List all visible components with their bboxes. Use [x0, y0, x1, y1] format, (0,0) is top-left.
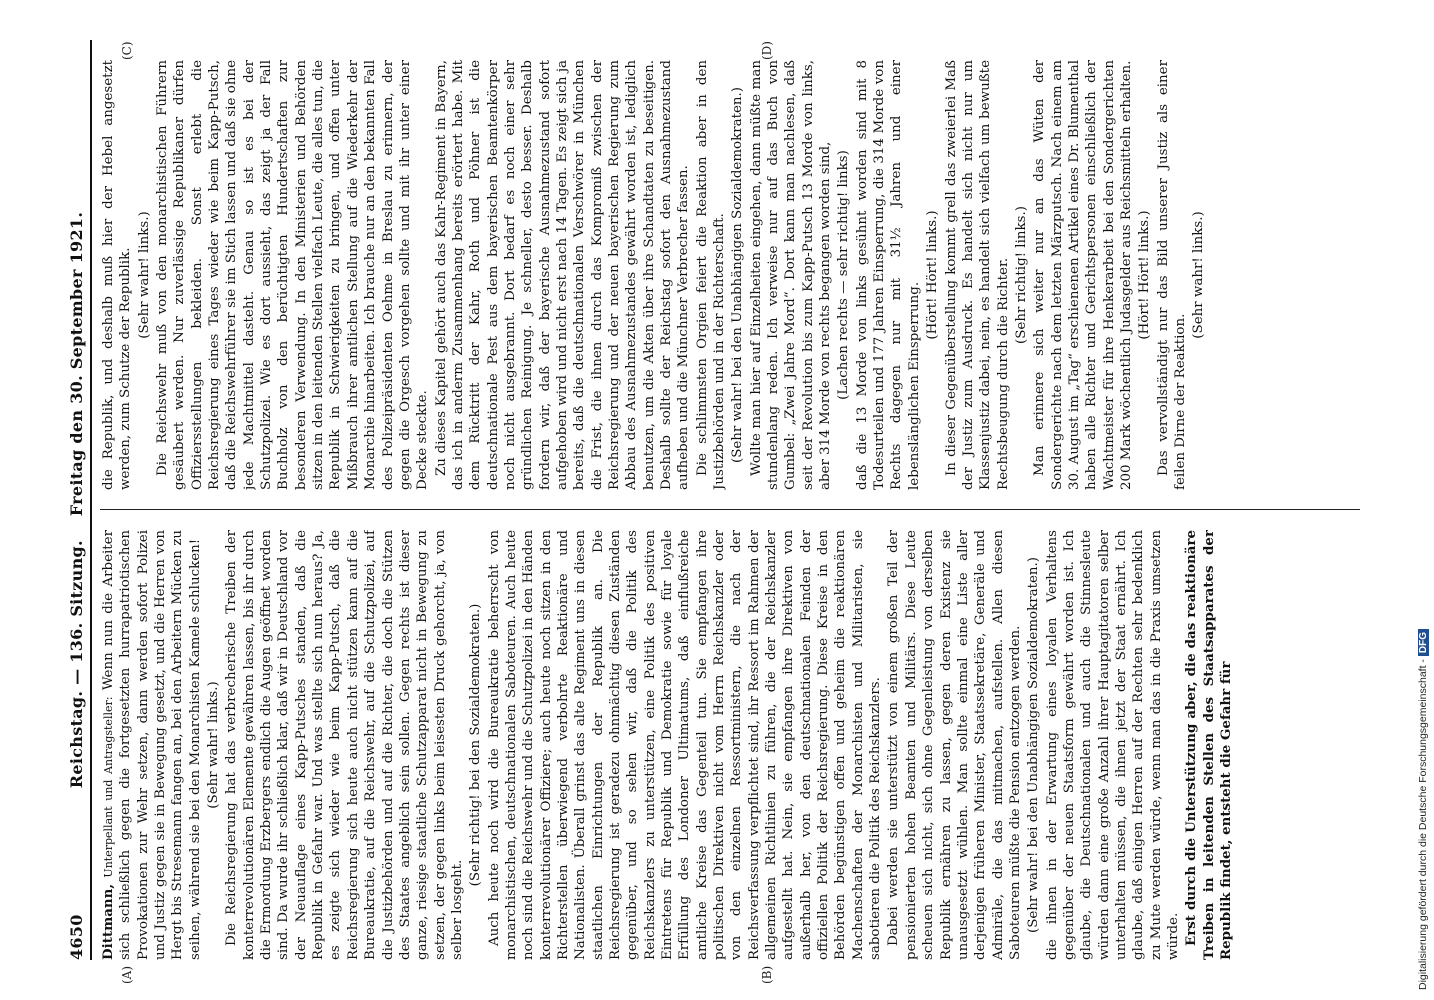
speaker-role-prefix: Unterpellant und	[102, 773, 115, 878]
interjection: (Sehr wahr! bei den Unabhängigen Sozialdemokraten.)	[730, 86, 746, 464]
speaker-role: Antragsteller	[102, 700, 115, 774]
interjection: (Sehr wahr! links.)	[206, 681, 222, 809]
paragraph: daß die 13 Morde von links gesühnt worden sind mit 8 Todesurteilen und 177 Jahren Einsperrung, die 314 Morde von Rechts dagegen nur mit 31½ Jahren und einer lebenslänglichen Einsperrung.	[854, 60, 922, 490]
margin-marker-b: (B)	[760, 965, 774, 984]
paragraph: die Republik, und deshalb muß hier der Hebel angesetzt werden, zum Schutze der Republik.	[101, 60, 134, 490]
digitization-note: Digitalisierung gefördert durch die Deutsche Forschungsgemeinschaft -	[1417, 659, 1429, 990]
margin-marker-a: (A)	[120, 965, 134, 984]
speaker-line: Dittmann, Unterpellant und Antragsteller: Wenn nun die Arbeiter sich schließlich gegen die fortgesetzten hurrapatriotischen Provokationen zur Wehr setzen, dann werden sofort Polizei und Justiz gegen sie in Bewegung gesetzt, und die Herren von Hergt bis Stresemann fangen an, bei den Arbeitern Mücken zu seihen, während sie bei den Monarchisten Kamele schlucken!	[100, 530, 203, 960]
paragraph: Wenn nun die Arbeiter sich schließlich gegen die fortgesetzten hurrapatriotischen Provokationen zur Wehr setzen, dann werden sofort Polizei und Justiz gegen sie in Bewegung gesetzt, und die Herren von Hergt bis Stresemann fangen an, bei den Arbeitern Mücken zu seihen, während sie bei den Monarchisten Kamele schlucken!	[101, 530, 203, 960]
interjection: (Sehr wahr! links.)	[136, 211, 152, 339]
paragraph: Erst durch die Unterstützung aber, die das reaktionäre Treiben in leitenden Stellen des Staatsapparates der Republik findet, entsteht die Gefahr für	[1183, 530, 1234, 960]
paragraph: Zu dieses Kapitel gehört auch das Kahr-Regiment in Bayern, das ich in anderm Zusammenhang bereits erörtert habe. Mit dem Rücktritt der Kahr, Roth und Pöhner ist die deutschnationale Pest aus dem bayerischen Beamtenkörper noch nicht ausgebrannt. Dort bedarf es noch einer sehr gründlichen Reinigung. Je schneller, desto besser. Deshalb fordern wir, daß der bayerische Ausnahmezustand sofort aufgehoben wird und nicht erst nach 14 Tagen. Es zeigt sich ja bereits, daß die deutschnationalen Verschwörer in München die Frist, die ihnen durch das Kompromiß zwischen der Reichsregierung und der neuen bayerischen Regierung zum Abbau des Ausnahmezustandes gewährt worden ist, lediglich benutzen, um die Akten über ihre Schandtaten zu beseitigen. Deshalb sollte der Reichstag sofort den Ausnahmezustand aufheben und die Münchner Verbrecher fassen.	[433, 60, 692, 490]
paragraph: die ihnen in der Erwartung eines loyalen Verhaltens gegenüber der neuen Staatsform gewährt worden ist. Ich glaube, die Deutschnationalen und auch die Stinnesleute würden dann eine große Anzahl ihrer Hauptagitatoren selber unterhalten müssen, die ihnen jetzt der Staat ernährt. Ich glaube, daß einigen Herren auf der Rechten sehr bedenklich zu Mute werden würde, wenn man das in die Praxis umsetzen würde.	[1044, 530, 1181, 960]
paragraph: Dabei werden sie unterstützt von einem großen Teil der pensionierten hohen Beamten und Militärs. Diese Leute scheuen sich nicht, sich ohne Gegenleistung von derselben Republik ernähren zu lassen, gegen deren Existenz sie unausgesetzt wühlen. Man sollte einmal eine Liste aller derjenigen früheren Minister, Staatssekretäre, Generäle und Admiräle, die das mitmachen, aufstellen. Allen diesen Saboteuren müßte die Pension entzogen werden.	[886, 530, 1023, 960]
margin-marker-d: (D)	[760, 41, 774, 60]
paragraph: Die Reichsregierung hat das verbrecherische Treiben der konterrevolutionären Elemente gewähren lassen, bis ihr durch die Ermordung Erzbergers endlich die Augen geöffnet worden sind. Da wurde ihr schließlich klar, daß wir in Deutschland vor der Neuauflage eines Kapp-Putsches standen, daß die Republik in Gefahr war. Und was stellte sich nun heraus? Ja, es zeigte sich wieder wie beim Kapp-Putsch, daß die Reichsregierung sich heute auch nicht stützen kann auf die Bureaukratie, auf die Reichswehr, auf die Schutzpolizei, auf die Justizbehörden und auf die Richter, die doch die Stützen des Staates angeblich sein sollen. Gegen rechts ist dieser ganze, riesige staatliche Schutzapparat nicht in Bewegung zu setzen, der gegen links beim leisesten Druck gehorcht, ja, von selber losgeht.	[224, 530, 465, 960]
interjection: (Sehr wahr! bei den Unabhängigen Sozialdemokraten.)	[1026, 556, 1042, 934]
interjection: (Sehr richtig! links.)	[1013, 206, 1029, 344]
title-left: Reichstag. — 136. Sitzung.	[67, 540, 86, 789]
interjection: (Hört! Hört! links.)	[1137, 210, 1153, 340]
paragraph: Die Reichswehr muß von den monarchistischen Führern gesäubert werden. Nur zuverlässige Republikaner dürfen Offiziersstellungen bekleiden. Sonst erlebt die Reichsregierung eines Tages wieder wie beim Kapp-Putsch, daß die Reichswehrführer sie im Stich lassen und daß sie ohne jede Machtmittel dasteht. Genau so ist es bei der Schutzpolizei. Wie es dort aussieht, das zeigt ja der Fall Buchholz von den berüchtigten Hundertschaften zur besonderen Verwendung. In den Ministerien und Behörden sitzen in den leitenden Stellen vielfach Leute, die alles tun, die Republik in Schwierigkeiten zu bringen, und offen unter Mißbrauch ihrer amtlichen Stellung auf die Wiederkehr der Monarchie hinarbeiten. Ich brauche nur an den bekannten Fall des Polizeipräsidenten Oehme in Breslau zu erinnern, der gegen die Orgesch vorgehen sollte und mit ihr unter einer Decke steckte.	[155, 60, 431, 490]
paragraph: In dieser Gegenüberstellung kommt grell das zweierlei Maß der Justiz zum Ausdruck. Es handelt sich nicht nur um Klassenjustiz dabei, nein, es handelt sich vielfach um bewußte Rechtsbeugung durch die Richter.	[943, 60, 1011, 490]
left-column	[100, 530, 1370, 960]
margin-marker-c: (C)	[120, 41, 134, 60]
paragraph: Auch heute noch wird die Bureaukratie beherrscht von monarchistischen, deutschnationalen Saboteuren. Auch heute noch sind die Reichswehr und die Schutzpolizei in den Händen konterrevolutionärer Offiziere; auch heute noch sitzen in den Richterstellen überwiegend verbohrte Reaktionäre und Nationalisten. Überall grinst das alte Regiment uns in diesen staatlichen Einrichtungen der Republik an. Die Reichsregierung ist geradezu ohnmächtig diesen Zuständen gegenüber, und so sehen wir, daß die Politik des Reichskanzlers zu unterstützen, eine Politik des positiven Eintretens für Republik und Demokratie sowie für loyale Erfüllung des Londoner Ultimatums, daß einflußreiche amtliche Kreise das Gegenteil tun. Sie empfangen ihre politischen Direktiven nicht vom Herrn Reichskanzler oder von den einzelnen Ressortministern, die nach der Reichsverfassung verpflichtet sind, ihr Ressort im Rahmen der allgemeinen Richtlinien zu führen, die der Reichskanzler aufgestellt hat. Nein, sie empfangen ihre Direktiven von außerhalb her, von den deutschnationalen Feinden der offiziellen Politik der Reichsregierung. Diese Kreise in den Behörden begünstigen offen und geheim die reaktionären Machenschaften der Monarchisten und Militaristen, sie sabotieren die Politik des Reichskanzlers.	[486, 530, 884, 960]
paragraph: Die schlimmsten Orgien feiert die Reaktion aber in den Justizbehörden und in der Richterschaft.	[694, 60, 728, 490]
interjection: (Hört! Hört! links.)	[925, 210, 941, 340]
column-divider	[100, 509, 1360, 510]
dfg-logo-icon: DFG	[1418, 629, 1429, 656]
paragraph: Wollte man hier auf Einzelheiten eingehen, dann müßte man stundenlang reden. Ich verweise nur auf das Buch von Gumbel: „Zwei Jahre Mord“. Dort kann man nachlesen, daß seit der Revolution bis zum Kapp-Putsch 13 Morde von links, aber 314 Morde von rechts begangen worden sind,	[748, 60, 834, 490]
interjection: (Lachen rechts — sehr richtig! links)	[836, 150, 852, 400]
right-column	[100, 60, 1370, 490]
paragraph: Das vervollständigt nur das Bild unserer Justiz als einer feilen Dirne der Reaktion.	[1155, 60, 1188, 490]
interjection: (Sehr wahr! links.)	[1191, 211, 1207, 339]
interjection: (Sehr richtig! bei den Sozialdemokraten.)	[468, 603, 484, 887]
paragraph: Man erinnere sich weiter nur an das Wüten der Sondergerichte nach dem letzten Märzputsch. Nach einem am 30. August im „Tag“ erschienenen Artikel eines Dr. Blumenthal haben alle Richter und Gerichtspersonen einschließlich der Wachtmeister für ihre Henkerarbeit bei den Sondergerichten 200 Mark wöchentlich Judasgelder aus Reichsmitteln erhalten.	[1032, 60, 1134, 490]
rotated-content	[60, 40, 1380, 984]
running-title	[67, 40, 86, 960]
page-header	[60, 40, 92, 960]
speaker-name: Dittmann,	[100, 883, 116, 960]
page-number: 4650	[67, 914, 86, 960]
title-date: Freitag den 30. September 1921.	[67, 211, 86, 517]
digitization-sidebar	[1413, 0, 1433, 1000]
